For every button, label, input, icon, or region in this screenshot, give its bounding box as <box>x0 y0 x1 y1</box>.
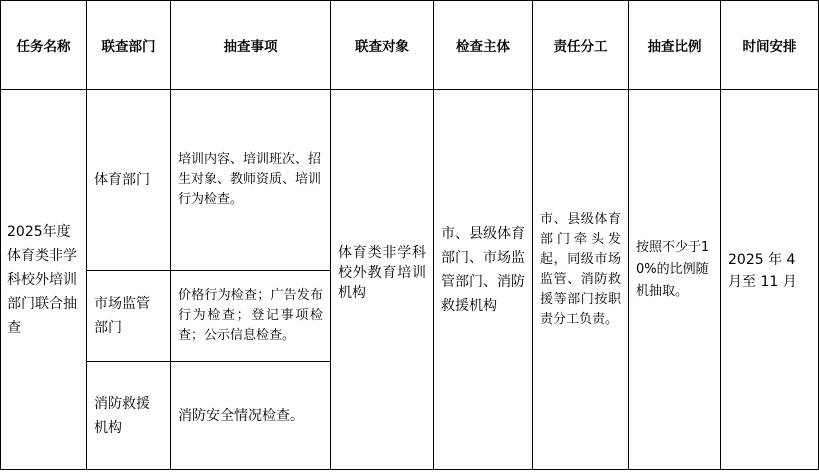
items-fire: 消防安全情况检查。 <box>171 362 331 470</box>
department-fire: 消防救援机构 <box>87 362 171 470</box>
header-ratio: 抽查比例 <box>629 1 721 90</box>
items-market: 价格行为检查；广告发布行为检查；登记事项检查；公示信息检查。 <box>171 271 331 362</box>
items-sports: 培训内容、培训班次、招生对象、教师资质、培训行为检查。 <box>171 90 331 271</box>
header-row <box>1 1 819 90</box>
header-department: 联查部门 <box>87 1 171 90</box>
task-name-cell: 2025年度体育类非学科校外培训部门联合抽查 <box>1 90 87 470</box>
header-schedule: 时间安排 <box>721 1 819 90</box>
table-row <box>1 90 819 271</box>
target-cell: 体育类非学科校外教育培训机构 <box>331 90 434 470</box>
header-duty: 责任分工 <box>533 1 629 90</box>
department-market: 市场监管部门 <box>87 271 171 362</box>
duty-cell: 市、县级体育部门牵头发起，同级市场监管、消防救援等部门按职责分工负责。 <box>533 90 629 470</box>
header-subject: 检查主体 <box>434 1 533 90</box>
ratio-cell: 按照不少于10%的比例随机抽取。 <box>629 90 721 470</box>
header-target: 联查对象 <box>331 1 434 90</box>
schedule-cell: 2025 年 4 月至 11 月 <box>721 90 819 470</box>
header-check-items: 抽查事项 <box>171 1 331 90</box>
department-sports: 体育部门 <box>87 90 171 271</box>
subject-cell: 市、县级体育部门、市场监管部门、消防救援机构 <box>434 90 533 470</box>
header-task-name: 任务名称 <box>1 1 87 90</box>
